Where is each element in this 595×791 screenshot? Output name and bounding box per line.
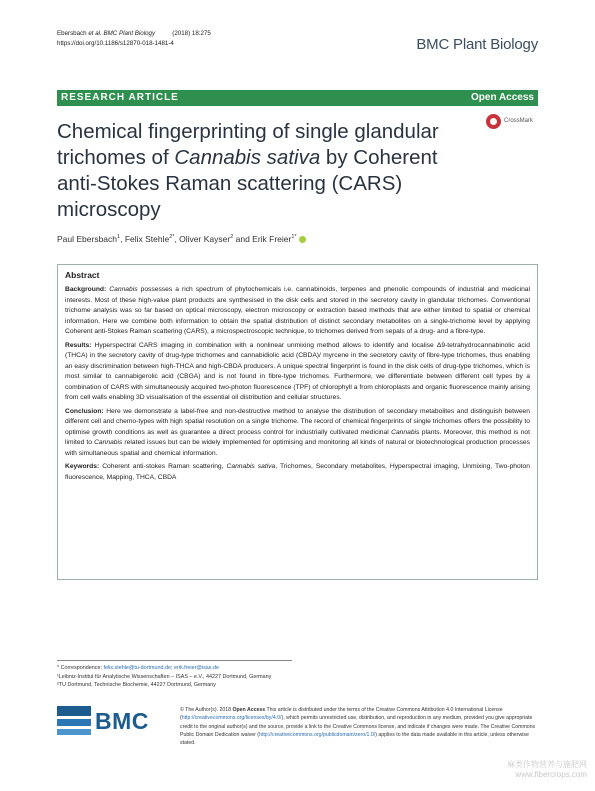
watermark-line1: 麻类作物营养与施肥网 [507,760,587,769]
conclusion-text: plants. Moreover, this method is not limited to [65,428,530,446]
crossmark-icon [486,114,501,129]
article-type-banner [57,90,538,106]
author-name[interactable]: Felix Stehle [124,234,170,244]
abstract-background [65,285,530,338]
citation-author: Ebersbach [57,30,87,37]
abstract-keywords [65,462,530,483]
affiliation-2: ²TU Dortmund, Technische Biochemie, 44227 Dortmund, Germany [57,682,216,689]
abstract-box [57,264,538,580]
author-sup: 2* [169,234,175,241]
author-sup: 1* [291,234,297,241]
title-part1: Chemical fingerprinting of single glandular trichomes of [57,120,439,169]
correspondence-label: * Correspondence: [57,665,104,671]
journal-name: BMC Plant Biology [416,36,538,53]
results-text: Hyperspectral CARS imaging in combination with a nonlinear unmixing method allows to identify and localise Δ9-tetrahydrocannabinolic acid (THCA) in the secretory cavity of drug-type trichomes and cannabidiolic acid (CBDA)/ myrcene in the secretory cavity of fibre-type trichomes, thus enabling an easy discrimination between high-THCA and high-CBDA producers. A unique spectral fingerprint is found in the disk cells of drug-type trichomes, which is most similar to cannabigerolic acid (CBGA) and is not found in fibre-type trichomes. Furthermore, we differentiate between different cell types by a combination of CARS with simultaneously acquired two-photon fluorescence (TPF) of chlorophyll a from chloroplasts and organic fluorescence mainly arising from cell walls enabling 3D visualisation of the essential oil distribution and cellular structures. [65,341,530,401]
citation-header [57,29,211,49]
watermark-line2: www.fibercrops.com [515,770,587,779]
conclusion-label: Conclusion: [65,407,104,415]
keywords-text: , Trichomes, Secondary metabolites, Hyperspectral imaging, Unmixing, Two-photon fluorescence, Mapping, THCA, CBDA [65,463,530,481]
author-name[interactable]: Paul Ebersbach [57,234,118,244]
conclusion-text: related issues but can be widely implemented for optimising and monitoring all kinds of natural or biotechnological production processes with simultaneous spatial and chemical information. [65,439,530,457]
keywords-italic: Cannabis sativa [226,463,276,470]
doi-link[interactable]: https://doi.org/10.1186/s12870-018-1481-4 [57,40,174,47]
abstract-results [65,341,530,404]
conclusion-italic: Cannabis [391,428,420,436]
title-part2: by Coherent anti-Stokes Raman scattering (CARS) microscopy [57,146,438,221]
correspondence-emails[interactable]: felix.stehle@tu-dortmund.de; erik.freier@isas.de [103,665,219,671]
watermark [507,760,587,780]
license-link[interactable]: http://creativecommons.org/publicdomain/zero/1.0/ [259,731,376,738]
citation-year: (2018) 18:275 [172,30,211,37]
footnotes [57,664,297,690]
bmc-logo [57,706,172,736]
author-name[interactable]: Oliver Kayser [179,234,231,244]
citation-journal: BMC Plant Biology [103,30,156,37]
author-sup: 1 [117,234,121,241]
background-label: Background: [65,286,107,293]
open-access-label: Open Access [471,92,534,103]
results-label: Results: [65,341,92,349]
license-oa: Open Access [232,707,266,713]
conclusion-italic: Cannabis [94,439,123,446]
footnote-divider [57,660,292,661]
affiliation-1: ¹Leibniz-Institut für Analytische Wissenschaften – ISAS – e.V., 44227 Dortmund, Germany [57,673,272,680]
abstract-conclusion [65,407,530,460]
keywords-label: Keywords: [65,463,100,470]
bmc-logo-icon [57,706,93,736]
author-list: Paul Ebersbach$^1$, Felix Stehle$^{2*}$, Oliver Kayser$^2$ and Erik Freier$^{1*}$ [57,234,306,244]
license-link[interactable]: http://creativecommons.org/licenses/by/4.0/ [181,715,282,722]
conclusion-text: Here we demonstrate a label-free and non-destructive method to analyse the distribution of secondary metabolites and distinguish between different cell and chemo-types with high spatial resolution on a single trichome. The record of chemical fingerprints of single trichomes offers the possibility to optimise growth conditions as well as guarantee a direct process control for industrially cultivated medicinal [65,407,530,436]
license-text-part: This article is distributed under the terms of the Creative Commons Attribution 4.0 International License ( [180,707,503,722]
section-label: RESEARCH ARTICLE [61,92,179,103]
keywords-text: Coherent anti-stokes Raman scattering, [99,463,227,470]
author-sup: 2 [230,234,234,241]
license-text-part: ) applies to the data made available in this article, unless otherwise stated. [180,731,529,747]
license-copyright: © The Author(s). 2018 [180,707,233,713]
background-italic: Cannabis [109,286,138,293]
title-italic: Cannabis sativa [174,146,321,169]
license-text [180,706,540,747]
article-title [57,119,467,223]
citation-etal: et al. [88,30,102,37]
crossmark-label: CrossMark [504,118,534,124]
crossmark-badge[interactable] [486,114,546,134]
abstract-heading: Abstract [65,270,100,280]
bmc-logo-text: BMC [95,708,149,734]
author-name[interactable]: Erik Freier [252,234,292,244]
license-text-part: ), which permits unrestricted use, distribution, and reproduction in any medium, provided you give appropriate credit to the original author(s) and the source, provide a link to the Creative Commons license, and indicate if changes were made. The Creative Commons Public Domain Dedication waiver ( [180,715,536,738]
orcid-icon[interactable] [299,236,306,243]
correspondence [57,664,297,673]
background-text: possesses a rich spectrum of phytochemicals i.e. cannabinoids, terpenes and phenolic compounds of industrial and medicinal interests. Most of these high-value plant products are synthesised in the disk cells and stored in the secretory cavity in glandular trichomes. Conventional trichome analysis was so far based on optical microscopy, electron microscopy or extraction based methods that are either limited to spatial or chemical information. Here we combine both information to obtain the spatial distribution of distinct secondary metabolites on a single-trichome level by applying Coherent anti-Stokes Raman scattering (CARS), a microspectroscopic technique, to trichomes derived from sepals of a drug- and a fibre-type. [65,286,530,335]
